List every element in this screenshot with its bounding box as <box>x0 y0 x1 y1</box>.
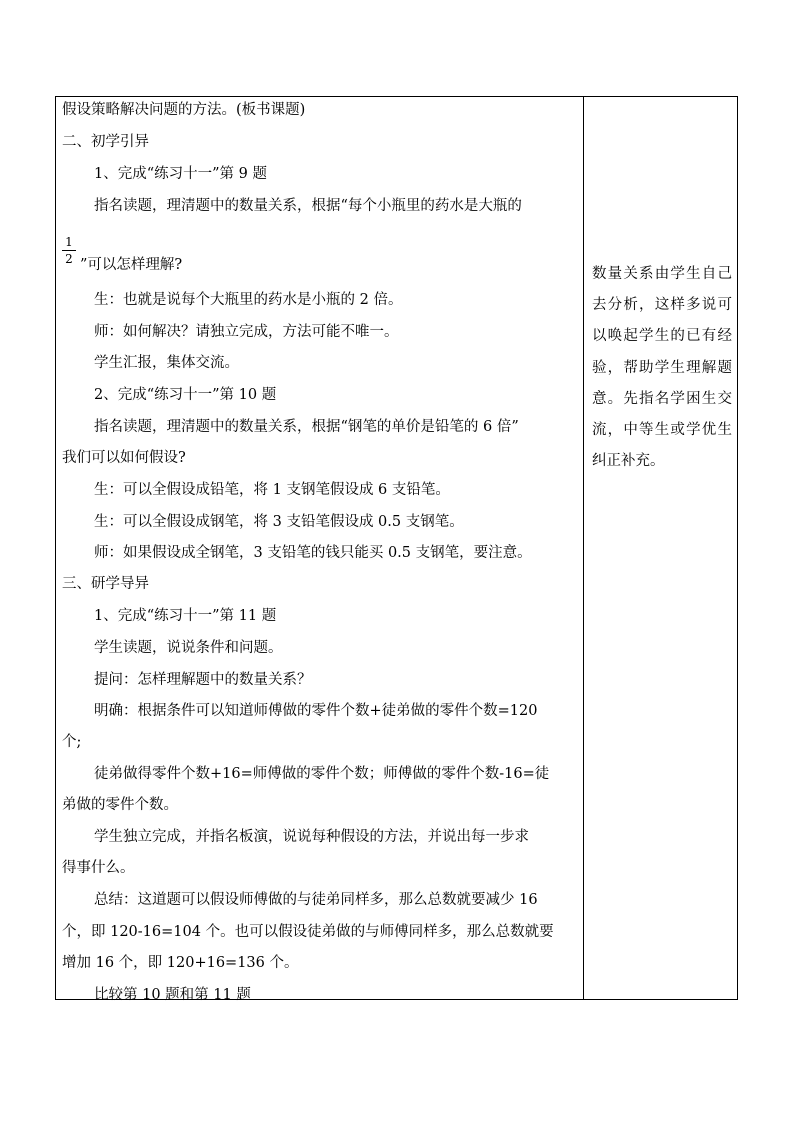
text-line: 徒弟做得零件个数+16=师傅做的零件个数；师傅做的零件个数-16=徒 <box>94 766 550 782</box>
column-divider <box>583 97 584 999</box>
text-line: 明确：根据条件可以知道师傅做的零件个数+徒弟做的零件个数=120 <box>94 703 538 719</box>
text-line: 我们可以如何假设? <box>62 450 186 466</box>
text-line: 弟做的零件个数。 <box>62 797 178 813</box>
text-line: 指名读题，理清题中的数量关系，根据“每个小瓶里的药水是大瓶的 <box>94 198 522 214</box>
section-heading: 二、初学引异 <box>62 134 149 150</box>
lesson-table <box>55 96 738 1003</box>
fraction-denominator: 2 <box>65 252 73 266</box>
text-line: 个; <box>62 734 82 750</box>
text-line: 学生汇报，集体交流。 <box>94 355 239 371</box>
text-line: 总结：这道题可以假设师傅做的与徒弟同样多，那么总数就要减少 16 <box>94 892 538 908</box>
text-line: 生：可以全假设成铅笔，将 1 支钢笔假设成 6 支铅笔。 <box>94 482 450 498</box>
text-line: 生：也就是说每个大瓶里的药水是小瓶的 2 倍。 <box>94 292 403 308</box>
text-line: 增加 16 个，即 120+16=136 个。 <box>62 955 299 971</box>
fraction-one-half <box>62 235 76 266</box>
text-line: 提问：怎样理解题中的数量关系？ <box>94 672 312 688</box>
section-heading: 三、研学导异 <box>62 576 149 592</box>
text-line: 1、完成“练习十一”第 11 题 <box>94 608 277 624</box>
fraction-numerator: 1 <box>62 235 76 251</box>
teacher-note: 数量关系由学生自己去分析，这样多说可以唤起学生的已有经验，帮助学生理解题意。先指名学困生交流，中等生或学优生纠正补充。 <box>592 266 732 470</box>
text-line: 师：如何解决？请独立完成，方法可能不唯一。 <box>94 324 399 340</box>
text-line: 个，即 120-16=104 个。也可以假设徒弟做的与师傅同样多，那么总数就要 <box>62 924 554 940</box>
text-line: 1、完成“练习十一”第 9 题 <box>94 166 267 182</box>
text-line: 假设策略解决问题的方法。(板书课题) <box>62 102 306 118</box>
text-line: 学生独立完成，并指名板演，说说每种假设的方法，并说出每一步求 <box>94 829 529 845</box>
text-line: 比较第 10 题和第 11 题 <box>94 987 251 1003</box>
text-line: 学生读题，说说条件和问题。 <box>94 640 283 656</box>
text-line: 师：如果假设成全钢笔，3 支铅笔的钱只能买 0.5 支钢笔，要注意。 <box>94 545 532 561</box>
text-line: 生：可以全假设成钢笔，将 3 支铅笔假设成 0.5 支钢笔。 <box>94 514 464 530</box>
text-line: ”可以怎样理解? <box>80 257 183 273</box>
text-line: 指名读题，理清题中的数量关系，根据“钢笔的单价是铅笔的 6 倍” <box>94 419 519 435</box>
text-line: 得事什么。 <box>62 860 135 876</box>
text-line: 2、完成“练习十一”第 10 题 <box>94 387 277 403</box>
